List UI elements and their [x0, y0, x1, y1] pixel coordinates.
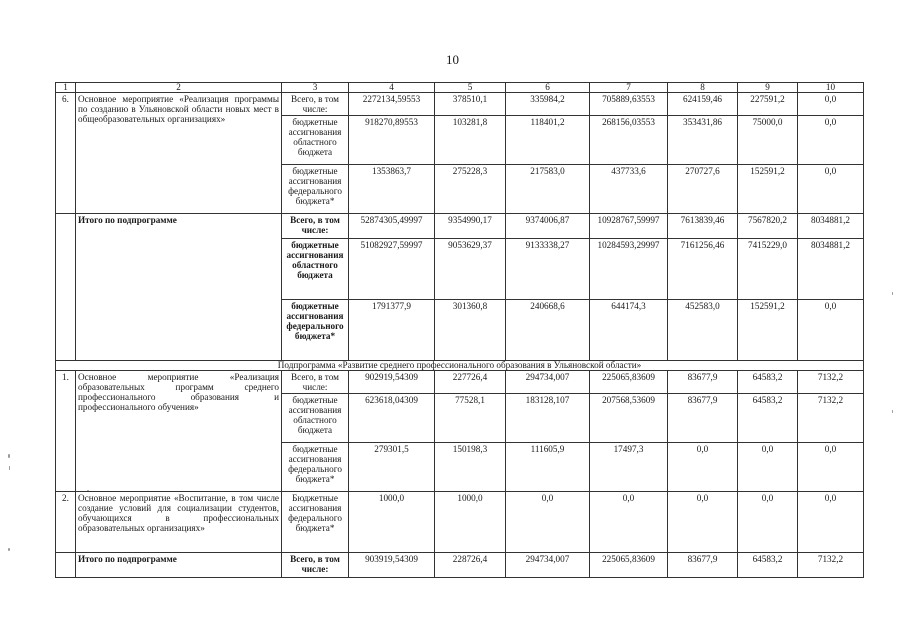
value-cell: 64583,2	[738, 553, 798, 578]
value-cell: 705889,63553	[590, 93, 668, 116]
subtotal-title: Итого по подпрограмме	[76, 214, 282, 361]
funding-source-label: бюджетные ассигнования федерального бюджета*	[282, 300, 349, 361]
value-cell: 0,0	[798, 492, 864, 553]
value-cell: 75000,0	[738, 116, 798, 165]
scan-speck	[8, 454, 10, 458]
value-cell: 9374006,87	[506, 214, 590, 239]
value-cell: 118401,2	[506, 116, 590, 165]
scan-speck	[892, 292, 893, 295]
value-cell: 1000,0	[435, 492, 506, 553]
value-cell: 64583,2	[738, 371, 798, 394]
value-cell: 77528,1	[435, 394, 506, 443]
value-cell: 294734,007	[506, 553, 590, 578]
value-cell: 225065,83609	[590, 553, 668, 578]
funding-source-label: бюджетные ассигнования областного бюджета	[282, 239, 349, 300]
funding-source-label: Всего, в том числе:	[282, 93, 349, 116]
value-cell: 227726,4	[435, 371, 506, 394]
value-cell: 378510,1	[435, 93, 506, 116]
item-number	[56, 214, 76, 361]
column-header: 6	[506, 83, 590, 93]
value-cell: 51082927,59997	[349, 239, 435, 300]
column-header: 8	[668, 83, 738, 93]
budget-table	[55, 82, 864, 578]
column-header: 9	[738, 83, 798, 93]
value-cell: 0,0	[798, 165, 864, 214]
column-header: 7	[590, 83, 668, 93]
value-cell: 0,0	[798, 300, 864, 361]
scan-speck	[8, 548, 10, 551]
scan-speck	[9, 466, 10, 470]
value-cell: 183128,107	[506, 394, 590, 443]
value-cell: 152591,2	[738, 165, 798, 214]
value-cell: 8034881,2	[798, 239, 864, 300]
value-cell: 903919,54309	[349, 553, 435, 578]
value-cell: 353431,86	[668, 116, 738, 165]
value-cell: 1791377,9	[349, 300, 435, 361]
table-row	[56, 371, 864, 394]
funding-source-label: бюджетные ассигнования областного бюджета	[282, 116, 349, 165]
column-header: 3	[282, 83, 349, 93]
funding-source-label: бюджетные ассигнования федерального бюджета*	[282, 443, 349, 492]
value-cell: 0,0	[738, 492, 798, 553]
column-numbers-row	[56, 83, 864, 93]
item-number: 2.	[56, 492, 76, 553]
value-cell: 2272134,59553	[349, 93, 435, 116]
value-cell: 83677,9	[668, 371, 738, 394]
column-header: 4	[349, 83, 435, 93]
value-cell: 7132,2	[798, 394, 864, 443]
value-cell: 623618,04309	[349, 394, 435, 443]
value-cell: 150198,3	[435, 443, 506, 492]
table-row	[56, 214, 864, 239]
value-cell: 83677,9	[668, 553, 738, 578]
value-cell: 10928767,59997	[590, 214, 668, 239]
value-cell: 268156,03553	[590, 116, 668, 165]
value-cell: 10284593,29997	[590, 239, 668, 300]
value-cell: 270727,6	[668, 165, 738, 214]
value-cell: 7613839,46	[668, 214, 738, 239]
section-title-row	[56, 361, 864, 371]
value-cell: 103281,8	[435, 116, 506, 165]
value-cell: 0,0	[798, 116, 864, 165]
item-description: Основное мероприятие «Реализация программы по созданию в Ульяновской области новых мест в общеобразовательных организациях»	[76, 93, 282, 214]
value-cell: 64583,2	[738, 394, 798, 443]
value-cell: 301360,8	[435, 300, 506, 361]
value-cell: 294734,007	[506, 371, 590, 394]
value-cell: 152591,2	[738, 300, 798, 361]
value-cell: 83677,9	[668, 394, 738, 443]
value-cell: 1000,0	[349, 492, 435, 553]
value-cell: 0,0	[506, 492, 590, 553]
value-cell: 0,0	[668, 492, 738, 553]
section-title: Подпрограмма «Развитие среднего профессионального образования в Ульяновской области»	[56, 361, 864, 371]
value-cell: 902919,54309	[349, 371, 435, 394]
item-number: 1.	[56, 371, 76, 492]
table-row	[56, 492, 864, 553]
value-cell: 7161256,46	[668, 239, 738, 300]
funding-source-label: Бюджетные ассигнования федерального бюджета*	[282, 492, 349, 553]
funding-source-label: бюджетные ассигнования федерального бюджета*	[282, 165, 349, 214]
value-cell: 335984,2	[506, 93, 590, 116]
value-cell: 624159,46	[668, 93, 738, 116]
column-header: 10	[798, 83, 864, 93]
value-cell: 437733,6	[590, 165, 668, 214]
scan-speck	[892, 410, 893, 413]
value-cell: 111605,9	[506, 443, 590, 492]
column-header: 5	[435, 83, 506, 93]
value-cell: 1353863,7	[349, 165, 435, 214]
value-cell: 7132,2	[798, 371, 864, 394]
value-cell: 0,0	[590, 492, 668, 553]
value-cell: 225065,83609	[590, 371, 668, 394]
page-number: 10	[446, 52, 459, 67]
value-cell: 0,0	[668, 443, 738, 492]
value-cell: 644174,3	[590, 300, 668, 361]
value-cell: 17497,3	[590, 443, 668, 492]
value-cell: 9133338,27	[506, 239, 590, 300]
funding-source-label: Всего, в том числе:	[282, 553, 349, 578]
value-cell: 207568,53609	[590, 394, 668, 443]
funding-source-label: бюджетные ассигнования областного бюджета	[282, 394, 349, 443]
value-cell: 9053629,37	[435, 239, 506, 300]
value-cell: 228726,4	[435, 553, 506, 578]
column-header: 2	[76, 83, 282, 93]
funding-source-label: Всего, в том числе:	[282, 371, 349, 394]
table-row	[56, 93, 864, 116]
value-cell: 918270,89553	[349, 116, 435, 165]
value-cell: 240668,6	[506, 300, 590, 361]
value-cell: 217583,0	[506, 165, 590, 214]
item-description: Основное мероприятие «Воспитание, в том числе создание условий для социализации студентов, обучающихся в профессиональных образовательных организациях»	[76, 492, 282, 553]
value-cell: 452583,0	[668, 300, 738, 361]
value-cell: 7567820,2	[738, 214, 798, 239]
value-cell: 227591,2	[738, 93, 798, 116]
item-number	[56, 553, 76, 578]
value-cell: 7132,2	[798, 553, 864, 578]
value-cell: 52874305,49997	[349, 214, 435, 239]
column-header: 1	[56, 83, 76, 93]
subtotal-title: Итого по подпрограмме	[76, 553, 282, 578]
item-number: 6.	[56, 93, 76, 214]
item-description: Основное мероприятие «Реализация образовательных программ среднего профессионального образования и профессионального обучения»	[76, 371, 282, 492]
value-cell: 8034881,2	[798, 214, 864, 239]
value-cell: 0,0	[798, 93, 864, 116]
value-cell: 279301,5	[349, 443, 435, 492]
value-cell: 275228,3	[435, 165, 506, 214]
value-cell: 0,0	[798, 443, 864, 492]
value-cell: 9354990,17	[435, 214, 506, 239]
value-cell: 7415229,0	[738, 239, 798, 300]
value-cell: 0,0	[738, 443, 798, 492]
table-row	[56, 553, 864, 578]
funding-source-label: Всего, в том числе:	[282, 214, 349, 239]
